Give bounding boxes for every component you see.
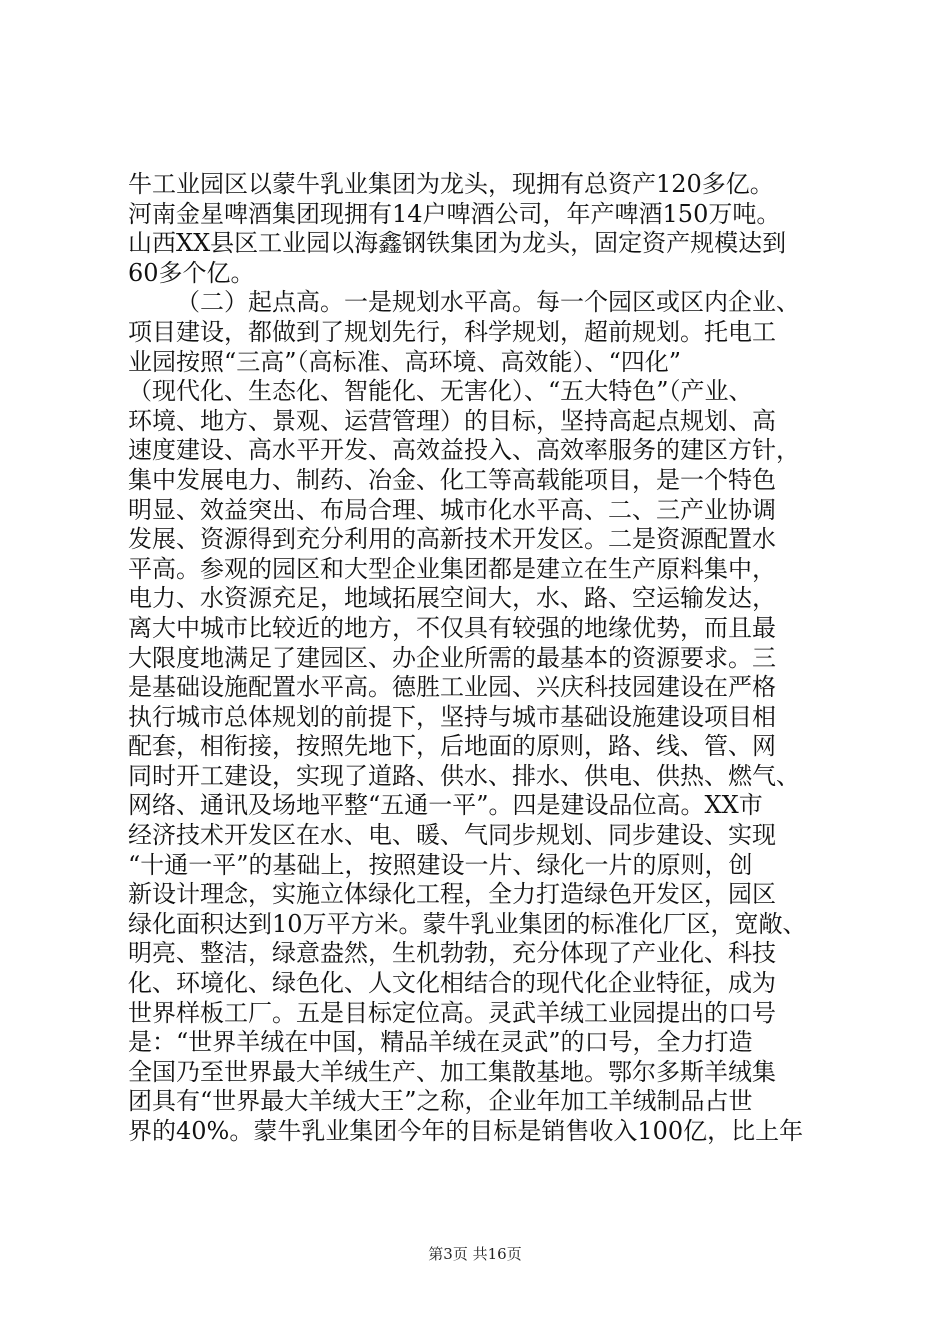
text-line: 配套，相衔接，按照先地下，后地面的原则，路、线、管、网: [128, 732, 776, 761]
text-line: 业园按照“三高”（高标准、高环境、高效能）、“四化”: [128, 347, 682, 376]
text-line: （现代化、生态化、智能化、无害化）、“五大特色”（产业、: [128, 377, 753, 406]
page-number-footer: 第3页 共16页: [428, 1245, 522, 1263]
text-line: 山西XX县区工业园以海鑫钢铁集团为龙头，固定资产规模达到: [128, 229, 787, 258]
text-line: 界的40%。蒙牛乳业集团今年的目标是销售收入100亿，比上年: [128, 1117, 804, 1145]
text-line: 执行城市总体规划的前提下，坚持与城市基础设施建设项目相: [128, 702, 776, 731]
text-line: 团具有“世界最大羊绒大王”之称，企业年加工羊绒制品占世: [128, 1087, 753, 1116]
text-line: 网络、通讯及场地平整“五通一平”。四是建设品位高。XX市: [128, 791, 763, 820]
text-line: 是：“世界羊绒在中国，精品羊绒在灵武”的口号，全力打造: [128, 1028, 753, 1057]
text-line: 发展、资源得到充分利用的高新技术开发区。二是资源配置水: [128, 525, 776, 554]
text-line: 牛工业园区以蒙牛乳业集团为龙头，现拥有总资产120多亿。: [128, 170, 774, 198]
text-line: 离大中城市比较近的地方，不仅具有较强的地缘优势，而且最: [128, 613, 776, 642]
text-line: 是基础设施配置水平高。德胜工业园、兴庆科技园建设在严格: [128, 673, 776, 702]
text-line: 项目建设，都做到了规划先行，科学规划，超前规划。托电工: [128, 317, 776, 346]
text-line: 新设计理念，实施立体绿化工程，全力打造绿色开发区，园区: [128, 880, 776, 909]
text-line: 集中发展电力、制药、冶金、化工等高载能项目，是一个特色: [128, 465, 776, 494]
text-line: 化、环境化、绿色化、人文化相结合的现代化企业特征，成为: [128, 969, 776, 998]
text-line: 速度建设、高水平开发、高效益投入、高效率服务的建区方针，: [128, 436, 800, 465]
text-line: 世界样板工厂。五是目标定位高。灵武羊绒工业园提出的口号: [128, 998, 776, 1027]
text-line: 明显、效益突出、布局合理、城市化水平高、二、三产业协调: [128, 495, 776, 524]
text-line: 明亮、整洁，绿意盎然，生机勃勃，充分体现了产业化、科技: [128, 939, 776, 968]
text-line: 同时开工建设，实现了道路、供水、排水、供电、供热、燃气、: [128, 761, 800, 790]
text-line: 全国乃至世界最大羊绒生产、加工集散基地。鄂尔多斯羊绒集: [128, 1057, 776, 1086]
text-line: 河南金星啤酒集团现拥有14户啤酒公司，年产啤酒150万吨。: [128, 199, 781, 228]
text-line: 经济技术开发区在水、电、暖、气同步规划、同步建设、实现: [128, 821, 776, 850]
text-line: 环境、地方、景观、运营管理）的目标，坚持高起点规划、高: [128, 406, 776, 435]
text-line: “十通一平”的基础上，按照建设一片、绿化一片的原则，创: [128, 850, 753, 879]
paragraph-start-line: （二）起点高。一是规划水平高。每一个园区或区内企业、: [176, 288, 800, 317]
body-text: [128, 170, 828, 1147]
text-line: 绿化面积达到10万平方米。蒙牛乳业集团的标准化厂区，宽敞、: [128, 909, 807, 938]
text-line: 电力、水资源充足，地域拓展空间大，水、路、空运输发达，: [128, 584, 776, 613]
text-line: 平高。参观的园区和大型企业集团都是建立在生产原料集中，: [128, 554, 776, 583]
text-line: 大限度地满足了建园区、办企业所需的最基本的资源要求。三: [128, 643, 776, 672]
text-line: 60多个亿。: [128, 258, 255, 287]
